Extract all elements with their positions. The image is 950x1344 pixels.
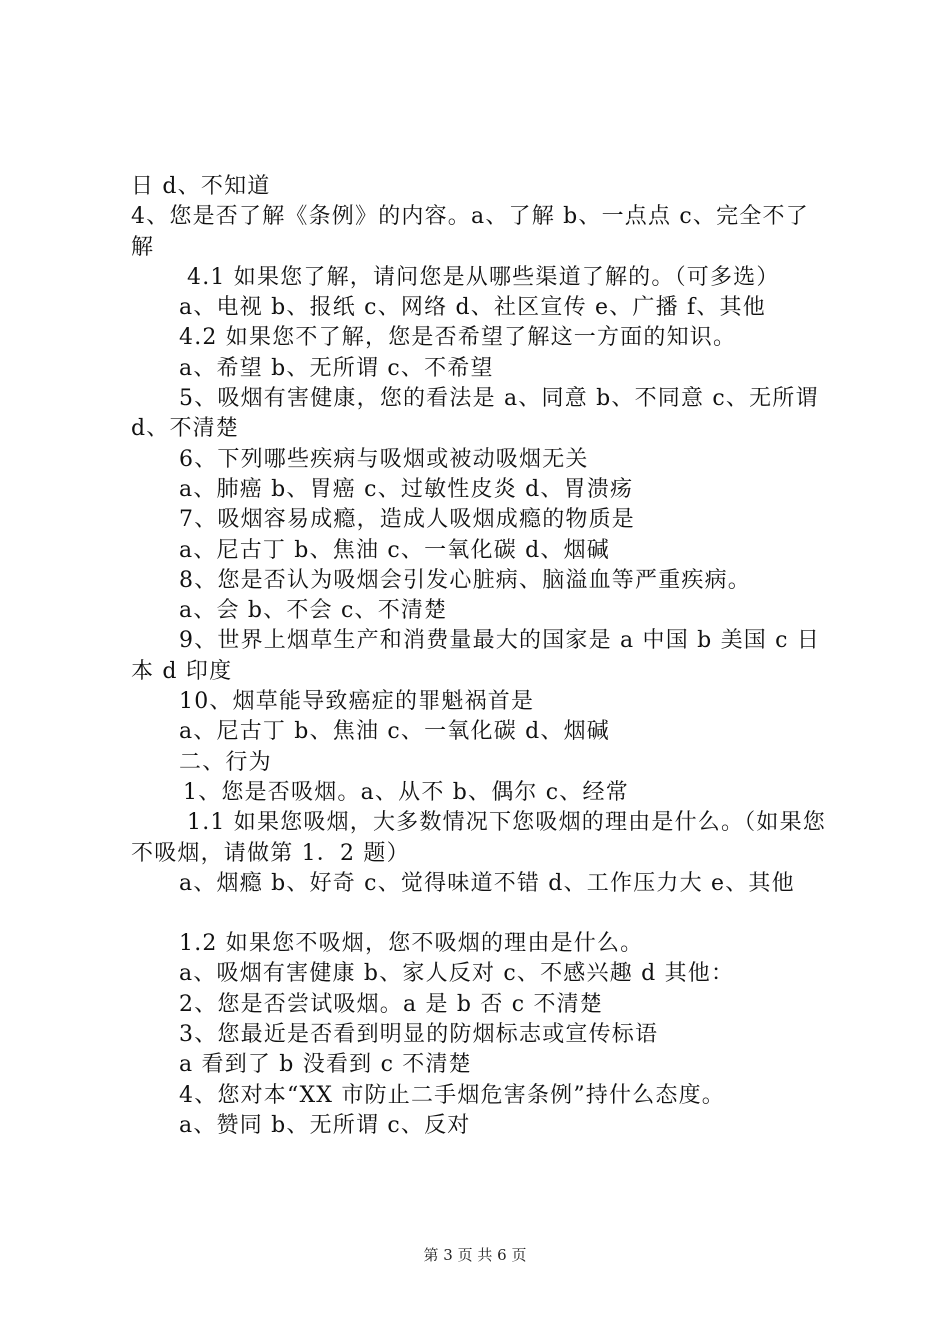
question-3: 3、您最近是否看到明显的防烟标志或宣传标语: [179, 1022, 659, 1048]
question-1: 1、您是否吸烟。a、从不 b、偶尔 c、经常: [183, 779, 629, 805]
question-7: 7、吸烟容易成瘾，造成人吸烟成瘾的物质是: [179, 507, 635, 533]
question-4: 4、您是否了解《条例》的内容。a、了解 b、一点点 c、完全不了解: [131, 204, 809, 260]
blank-line: [131, 899, 831, 929]
options-line: a、肺癌 b、胃癌 c、过敏性皮炎 d、胃溃疡: [179, 476, 634, 502]
page-footer: 第 3 页 共 6 页: [423, 1246, 527, 1264]
question-4-1: 4.1 如果您了解，请问您是从哪些渠道了解的。（可多选）: [187, 264, 780, 290]
question-1-2: 1.2 如果您不吸烟，您不吸烟的理由是什么。: [179, 931, 644, 957]
options-line: a、烟瘾 b、好奇 c、觉得味道不错 d、工作压力大 e、其他: [179, 870, 795, 896]
options-line: a、电视 b、报纸 c、网络 d、社区宣传 e、广播 f、其他: [179, 295, 766, 321]
question-4-attitude: 4、您对本“XX 市防止二手烟危害条例”持什么态度。: [179, 1082, 726, 1108]
options-line: a、希望 b、无所谓 c、不希望: [179, 355, 494, 381]
options-line: a、尼古丁 b、焦油 c、一氧化碳 d、烟碱: [179, 719, 610, 745]
document-body: [131, 172, 831, 1141]
options-line: a、尼古丁 b、焦油 c、一氧化碳 d、烟碱: [179, 537, 610, 563]
options-line: a、吸烟有害健康 b、家人反对 c、不感兴趣 d 其他：: [179, 961, 735, 987]
question-2: 2、您是否尝试吸烟。a 是 b 否 c 不清楚: [179, 991, 604, 1017]
question-9: 9、世界上烟草生产和消费量最大的国家是 a 中国 b 美国 c 日本 d 印度: [131, 628, 821, 684]
section-heading: 二、行为: [179, 749, 272, 775]
options-line: a、会 b、不会 c、不清楚: [179, 598, 448, 624]
options-line: a 看到了 b 没看到 c 不清楚: [179, 1052, 472, 1078]
question-5: 5、吸烟有害健康，您的看法是 a、同意 b、不同意 c、无所谓 d、不清楚: [131, 386, 819, 442]
question-1-1: 1.1 如果您吸烟，大多数情况下您吸烟的理由是什么。（如果您不吸烟，请做第 1．2 题）: [131, 810, 826, 866]
question-8: 8、您是否认为吸烟会引发心脏病、脑溢血等严重疾病。: [179, 567, 751, 593]
text-line: 日 d、不知道: [131, 174, 271, 199]
question-10: 10、烟草能导致癌症的罪魁祸首是: [179, 689, 535, 715]
question-4-2: 4.2 如果您不了解，您是否希望了解这一方面的知识。: [179, 325, 737, 351]
options-line: a、赞同 b、无所谓 c、反对: [179, 1112, 471, 1138]
question-6: 6、下列哪些疾病与吸烟或被动吸烟无关: [179, 446, 589, 472]
